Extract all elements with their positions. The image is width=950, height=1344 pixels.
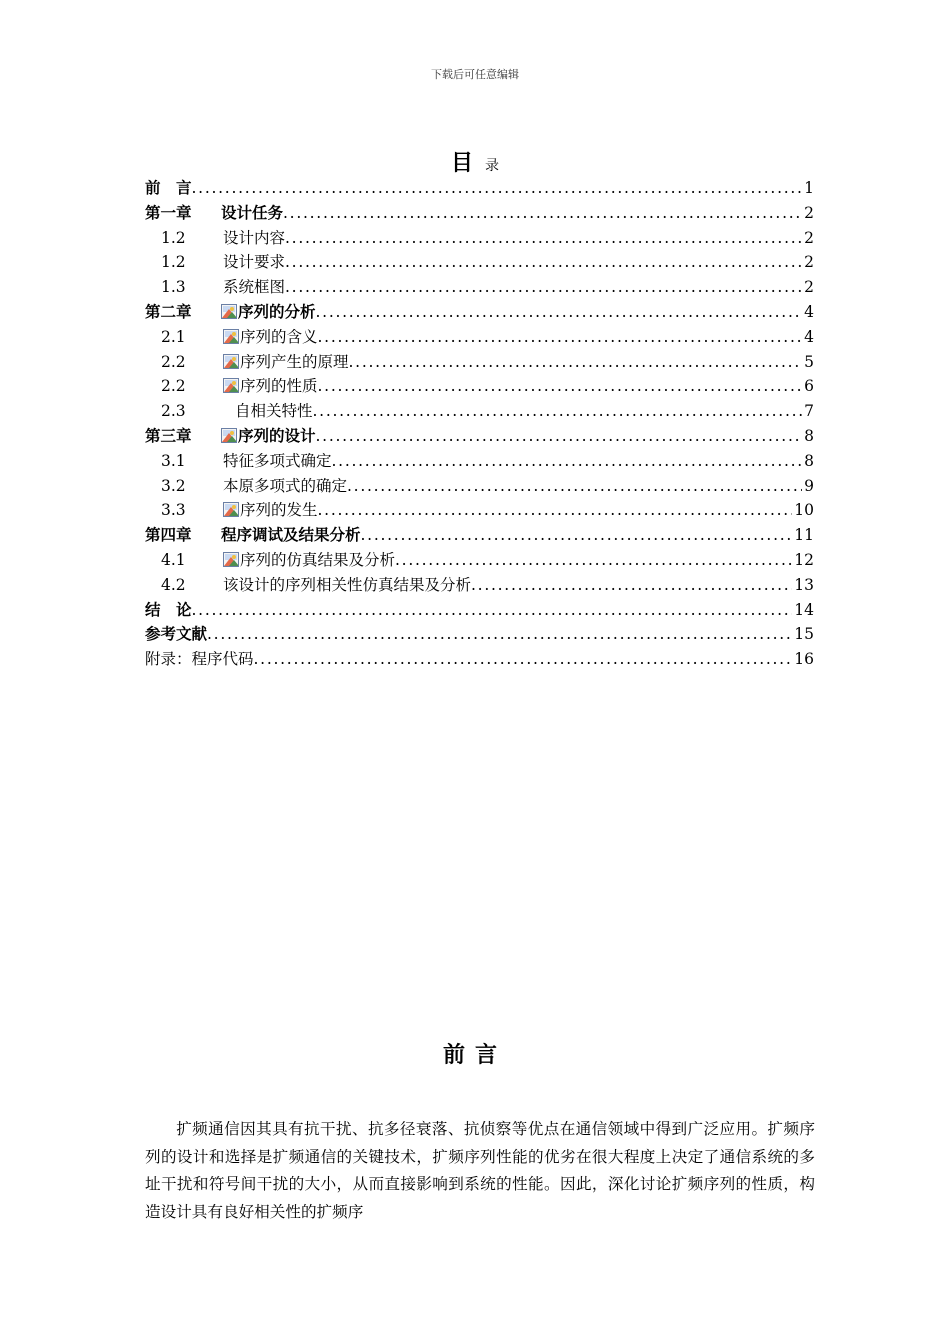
toc-entry[interactable] (145, 548, 814, 573)
toc-title-small: 录 (485, 158, 499, 174)
toc-entry-text: 序列产生的原理 (240, 352, 349, 371)
toc-entry-text: 设计内容 (223, 228, 286, 247)
toc-entry[interactable] (145, 201, 814, 226)
toc-entry[interactable] (145, 399, 814, 424)
toc-entry-number: 2.2 (161, 377, 186, 396)
toc-title (0, 146, 950, 177)
toc-entry[interactable] (145, 226, 814, 251)
toc-entry-label (161, 374, 318, 396)
toc-entry-label (161, 474, 347, 496)
toc-entry-number: 4.2 (161, 575, 186, 594)
toc-entry[interactable] (145, 523, 814, 548)
toc-entry-number: 附录：程序代码 (145, 650, 254, 669)
toc-page-number: 8 (804, 451, 814, 470)
toc-entry-number: 3.1 (161, 451, 186, 470)
toc-entry-text: 该设计的序列相关性仿真结果及分析 (223, 575, 472, 594)
toc-entry[interactable] (145, 498, 814, 523)
toc-entry-label (161, 399, 313, 421)
toc-leader-dots (332, 452, 803, 470)
preface-body: 扩频通信因其具有抗干扰、抗多径衰落、抗侦察等优点在通信领域中得到广泛应用。扩频序列的设计和选择是扩频通信的关键技术，扩频序列性能的优劣在很大程度上决定了通信系统的多址干扰和符号间干扰的大小，从而直接影响到系统的性能。因此，深化讨论扩频序列的性质，构造设计具有良好相关性的扩频序 (145, 1120, 815, 1221)
toc-entry-label (145, 647, 254, 669)
toc-entry-number: 2.3 (161, 402, 186, 421)
toc-entry[interactable] (145, 250, 814, 275)
broken-image-icon (223, 552, 239, 567)
toc-entry[interactable] (145, 176, 814, 201)
toc-entry-number: 第四章 (145, 526, 192, 545)
toc-page-number: 2 (804, 228, 814, 247)
toc-entry-number: 3.2 (161, 476, 186, 495)
toc-entry-text: 程序调试及结果分析 (221, 526, 361, 545)
toc-leader-dots (207, 625, 792, 643)
toc-entry-number: 第二章 (145, 302, 192, 321)
toc-leader-dots (361, 526, 793, 544)
toc-leader-dots (347, 477, 802, 495)
toc-entry-text: 序列的含义 (240, 327, 318, 346)
toc-entry[interactable] (145, 275, 814, 300)
toc-entry-label (145, 622, 207, 644)
toc-entry-number: 1.2 (161, 228, 186, 247)
toc-page-number: 8 (804, 426, 814, 445)
toc-page-number: 4 (804, 302, 814, 321)
page-header-note: 下载后可任意编辑 (431, 68, 519, 81)
toc-leader-dots (316, 303, 803, 321)
toc-page-number: 14 (794, 600, 814, 619)
toc-entry-text: 序列的性质 (240, 377, 318, 396)
toc-leader-dots (192, 601, 793, 619)
toc-entry[interactable] (145, 647, 814, 672)
toc-page-number: 11 (794, 526, 814, 545)
toc-page-number: 12 (794, 550, 814, 569)
toc-entry-number: 结 论 (145, 600, 192, 619)
toc-entry-number: 3.3 (161, 501, 186, 520)
toc-entry-number: 4.1 (161, 550, 186, 569)
toc-leader-dots (254, 650, 793, 668)
toc-entry-text: 序列的仿真结果及分析 (240, 550, 396, 569)
toc-entry-text: 序列的设计 (238, 426, 316, 445)
toc-leader-dots (316, 427, 803, 445)
toc-page-number: 2 (804, 253, 814, 272)
toc-entry[interactable] (145, 374, 814, 399)
toc-page-number: 1 (804, 179, 814, 197)
toc-leader-dots (285, 229, 802, 247)
toc-page-number: 4 (804, 327, 814, 346)
toc-page-number: 10 (794, 501, 814, 520)
toc-entry-text: 自相关特性 (235, 402, 313, 421)
broken-image-icon (223, 502, 239, 517)
toc-leader-dots (349, 353, 803, 371)
toc-entry-number: 2.2 (161, 352, 186, 371)
toc-entry-label (145, 300, 316, 322)
broken-image-icon (221, 428, 237, 443)
toc-leader-dots (318, 377, 803, 395)
toc-page-number: 13 (794, 575, 814, 594)
toc-entry-number: 第三章 (145, 426, 192, 445)
toc-entry-text: 设计任务 (221, 203, 284, 222)
toc-page-number: 5 (804, 352, 814, 371)
toc-entry-label (145, 201, 283, 223)
toc-entry-number: 2.1 (161, 327, 186, 346)
toc-entry-label (145, 598, 192, 620)
toc-entry[interactable] (145, 449, 814, 474)
toc-entry-label (161, 350, 349, 372)
toc-page-number: 9 (804, 476, 814, 495)
toc-page-number: 6 (804, 377, 814, 396)
toc-entry-label (161, 548, 395, 570)
toc-entry-text: 序列的分析 (238, 302, 316, 321)
toc-entry-text: 特征多项式确定 (223, 451, 332, 470)
toc-entry[interactable] (145, 573, 814, 598)
table-of-contents (145, 176, 814, 672)
toc-entry-number: 1.2 (161, 253, 186, 272)
toc-entry-label (145, 523, 361, 545)
toc-page-number: 15 (794, 625, 814, 644)
toc-entry-number: 参考文献 (145, 625, 208, 644)
toc-leader-dots (313, 402, 803, 420)
toc-leader-dots (471, 576, 792, 594)
toc-entry[interactable] (145, 598, 814, 623)
toc-entry-label (161, 498, 318, 520)
toc-entry-text: 序列的发生 (240, 501, 318, 520)
toc-entry[interactable] (145, 300, 814, 325)
toc-entry[interactable] (145, 424, 814, 449)
preface-title: 前言 (442, 1043, 507, 1068)
toc-entry-label (161, 573, 471, 595)
toc-entry-label (161, 449, 332, 471)
toc-leader-dots (318, 328, 803, 346)
toc-leader-dots (285, 278, 802, 296)
toc-entry-number: 前 言 (145, 179, 192, 197)
toc-page-number: 2 (804, 203, 814, 222)
toc-entry-label (161, 325, 318, 347)
toc-leader-dots (285, 253, 802, 271)
toc-page-number: 7 (804, 402, 814, 421)
toc-entry-number: 1.3 (161, 278, 186, 297)
toc-entry-label (145, 176, 192, 198)
toc-entry-label (145, 424, 316, 446)
toc-page-number: 16 (794, 650, 814, 669)
broken-image-icon (221, 304, 237, 319)
toc-entry-text: 设计要求 (223, 253, 286, 272)
toc-entry-label (161, 250, 285, 272)
toc-title-main: 目 (450, 151, 473, 176)
toc-entry-number: 第一章 (145, 203, 192, 222)
toc-leader-dots (395, 551, 792, 569)
toc-entry[interactable] (145, 350, 814, 375)
toc-leader-dots (318, 501, 793, 519)
toc-entry[interactable] (145, 622, 814, 647)
toc-entry-label (161, 275, 285, 297)
broken-image-icon (223, 378, 239, 393)
broken-image-icon (223, 354, 239, 369)
toc-entry[interactable] (145, 325, 814, 350)
toc-leader-dots (283, 204, 802, 222)
toc-entry-text: 本原多项式的确定 (223, 476, 348, 495)
toc-leader-dots (192, 179, 803, 197)
toc-entry-label (161, 226, 285, 248)
toc-entry-text: 系统框图 (223, 278, 286, 297)
broken-image-icon (223, 329, 239, 344)
toc-entry[interactable] (145, 474, 814, 499)
toc-page-number: 2 (804, 278, 814, 297)
